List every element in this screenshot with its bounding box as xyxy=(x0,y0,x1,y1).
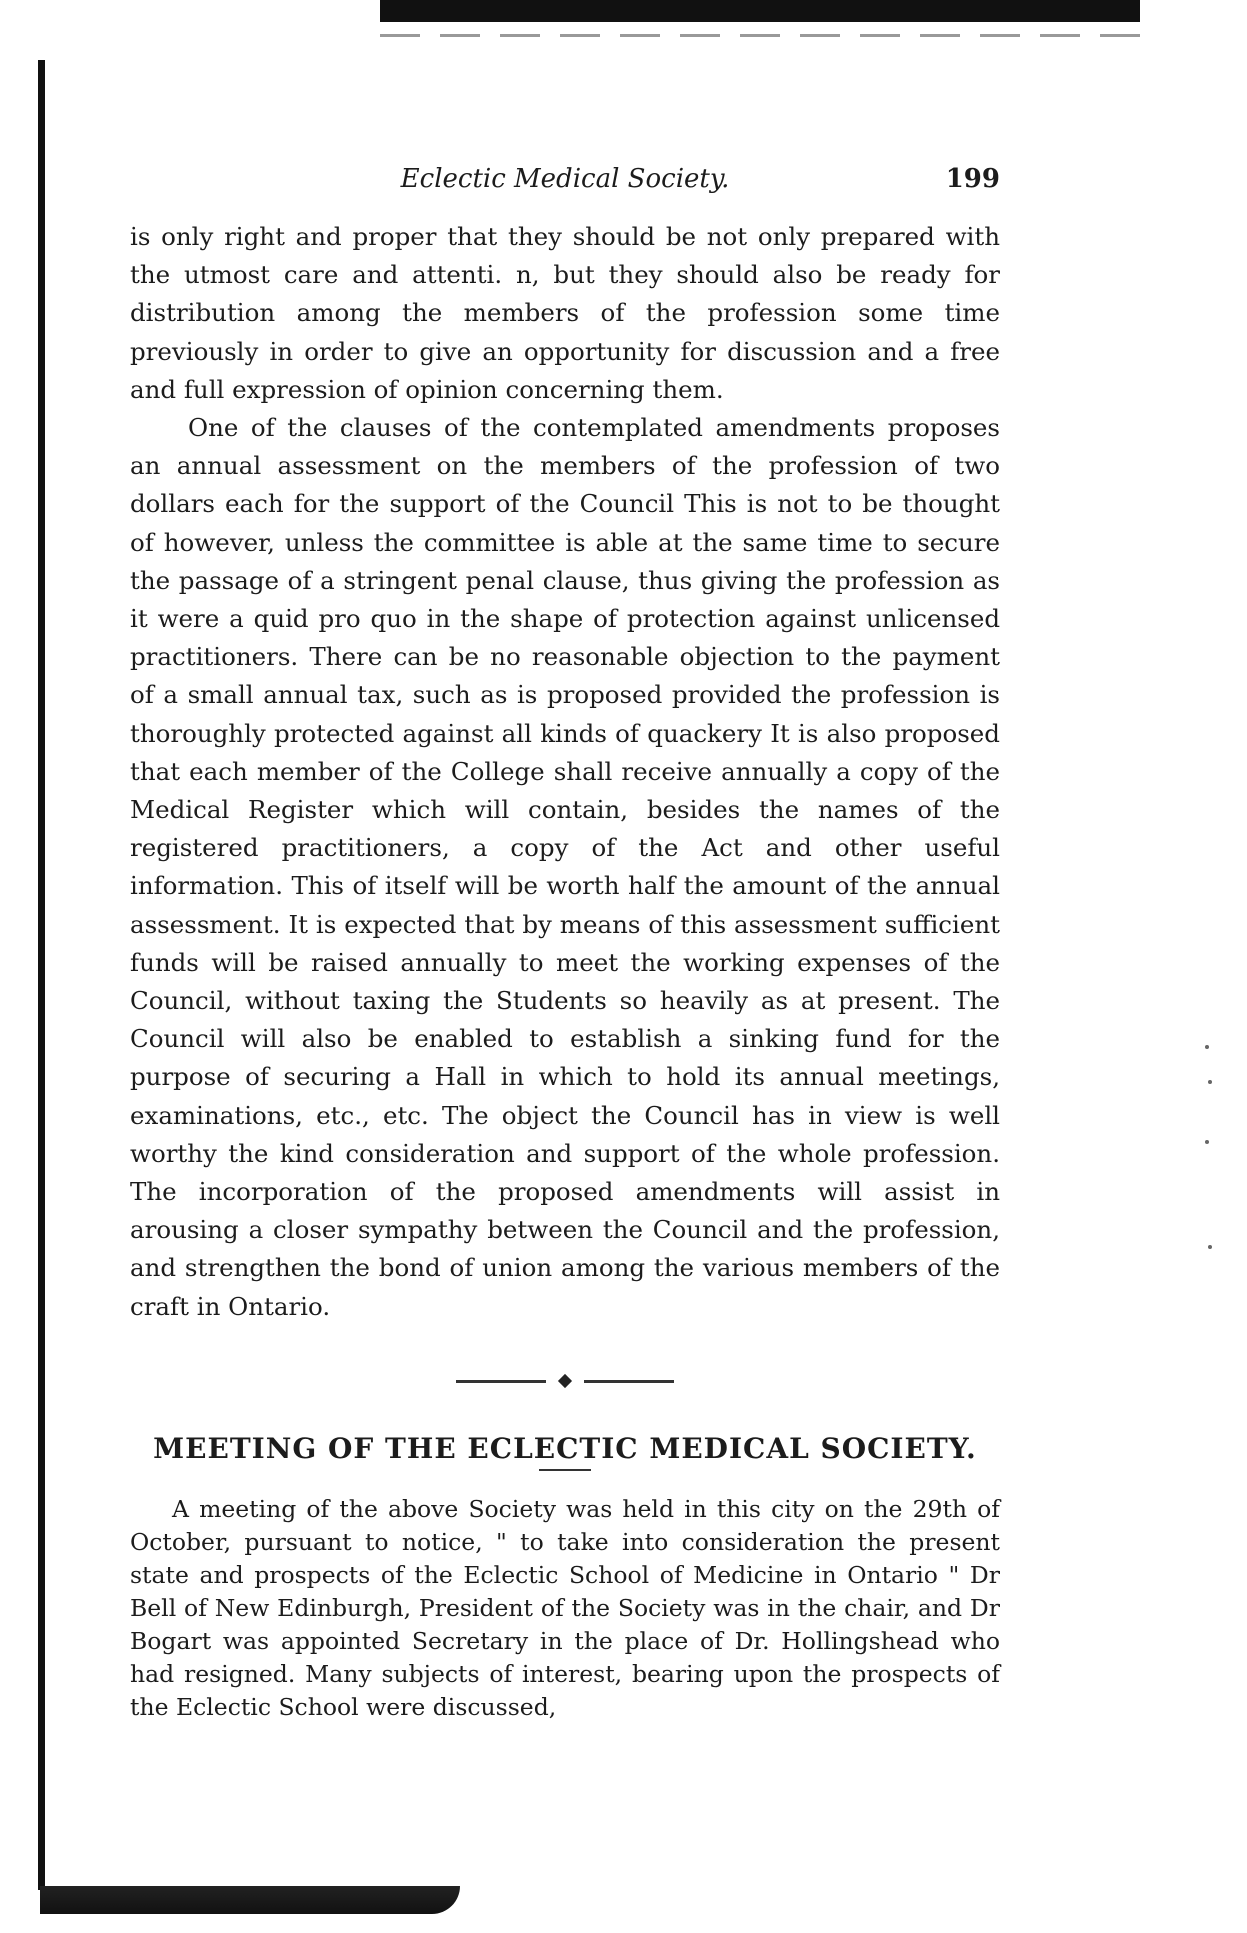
heading-rule xyxy=(539,1469,591,1471)
paragraph-amendments: One of the clauses of the contemplated amendments proposes an annual assessment on the members of the profession of two dollars each for the support of the Council This is not to be thought of however, unless the committee is able at the same time to secure the passage of a stringent penal clause, thus giving the profession as it were a quid pro quo in the shape of protection against unlicensed practitioners. There can be no reasonable objection to the payment of a small annual tax, such as is proposed provided the profession is thoroughly protected against all kinds of quackery It is also proposed that each member of the College shall receive annually a copy of the Medical Register which will contain, besides the names of the registered practitioners, a copy of the Act and other useful information. This of itself will be worth half the amount of the annual assessment. It is expected that by means of this assessment sufficient funds will be raised annually to meet the working expenses of the Council, without taxing the Students so heavily as at present. The Council will also be enabled to establish a sinking fund for the purpose of securing a Hall in which to hold its annual meetings, examinations, etc., etc. The object the Council has in view is well worthy the kind consideration and support of the whole profession. The incorporation of the proposed amendments will assist in arousing a closer sympathy between the Council and the profession, and strengthen the bond of union among the various members of the craft in Ontario. xyxy=(130,413,1000,1321)
scan-speck xyxy=(1205,1140,1209,1144)
section-heading: MEETING OF THE ECLECTIC MEDICAL SOCIETY. xyxy=(153,1431,977,1465)
scan-edge-left xyxy=(38,60,45,1890)
scan-speck xyxy=(1208,1245,1212,1249)
paragraph-continuation: is only right and proper that they should be not only prepared with the utmost care and attenti. n, but they should also be ready for distribution among the members of the profession some time previously in order to give an opportunity for discussion and a free and full expression of opinion concerning them. xyxy=(130,222,1000,404)
divider-line-left xyxy=(456,1380,546,1383)
running-title: Eclectic Medical Society. xyxy=(400,164,730,194)
scan-speck xyxy=(1208,1080,1212,1084)
running-head xyxy=(130,160,1000,204)
divider-line-right xyxy=(584,1380,674,1383)
divider-diamond xyxy=(558,1374,572,1388)
scan-edge-rule xyxy=(380,34,1140,37)
page-number: 199 xyxy=(945,164,1000,194)
scan-edge-bottom xyxy=(40,1886,460,1914)
page-content xyxy=(130,160,1000,1724)
scan-speck xyxy=(1205,1045,1209,1049)
scan-edge-top xyxy=(380,0,1140,22)
paragraph-meeting: A meeting of the above Society was held in this city on the 29th of October, pursuant to notice, " to take into consideration the present state and prospects of the Eclectic School of Medicine in Ontario " Dr Bell of New Edinburgh, President of the Society was in the chair, and Dr Bogart was appointed Secretary in the place of Dr. Hollingshead who had resigned. Many subjects of interest, bearing upon the prospects of the Eclectic School were discussed, xyxy=(130,1494,1000,1721)
section-divider-ornament xyxy=(130,1368,1000,1392)
